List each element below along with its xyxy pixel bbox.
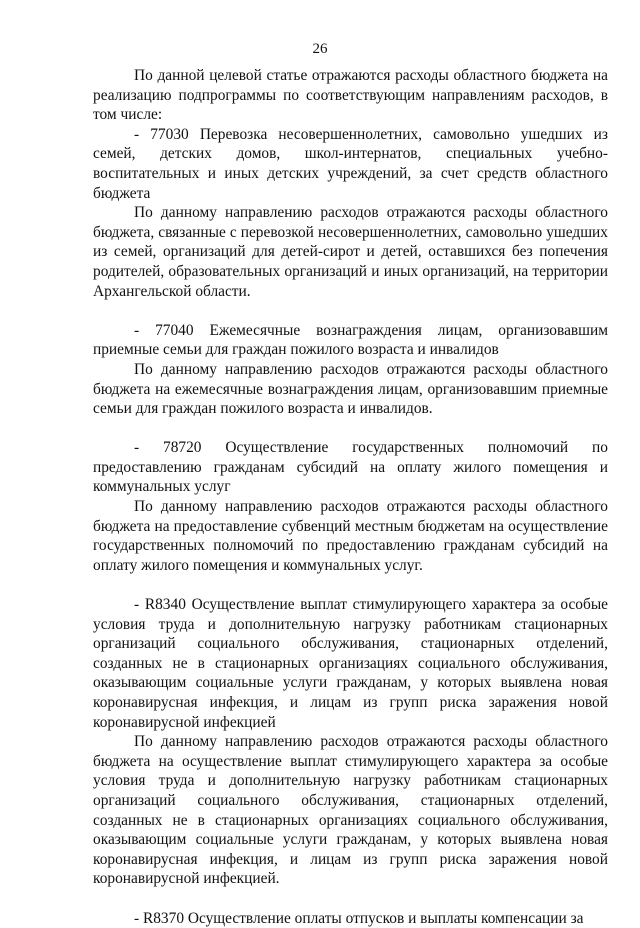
paragraph-78720-description: По данному направлению расходов отражаются расходы областного бюджета на предоставление субвенций местным бюджетам на осуществление государственных полномочий по предоставлению гражданам субсидий на оплату жилого помещения и коммунальных услуг. — [93, 498, 608, 574]
page-number: 26 — [312, 41, 328, 57]
paragraph-r8370-heading: - R8370 Осуществление оплаты отпусков и выплаты компенсации за — [134, 909, 584, 927]
document-body — [93, 66, 608, 928]
paragraph-r8340-heading: - R8340 Осуществление выплат стимулирующего характера за особые условия труда и дополнительную нагрузку работникам стационарных организаций социального обслуживания, стационарных отделений, созданных не в стационарных организациях социального обслуживания, оказывающим социальные услуги гражданам, у которых выявлена новая коронавирусная инфекция, и лицам из групп риска заражения новой коронавирусной инфекцией — [93, 596, 608, 731]
paragraph-77030-description: По данному направлению расходов отражаются расходы областного бюджета, связанные с перевозкой несовершеннолетних, самовольно ушедших из семей, организаций для детей-сирот и детей, оставшихся без попечения родителей, образовательных организаций и иных организаций, на территории Архангельской области. — [93, 204, 608, 300]
paragraph-78720-heading: - 78720 Осуществление государственных полномочий по предоставлению гражданам субсидий на оплату жилого помещения и коммунальных услуг — [93, 439, 608, 496]
paragraph-77030-heading: - 77030 Перевозка несовершеннолетних, самовольно ушедших из семей, детских домов, школ-интернатов, специальных учебно-воспитательных и иных детских учреждений, за счет средств областного бюджета — [93, 125, 608, 202]
paragraph-77040-heading: - 77040 Ежемесячные вознаграждения лицам, организовавшим приемные семьи для граждан пожилого возраста и инвалидов — [93, 321, 608, 359]
paragraph-r8340-description: По данному направлению расходов отражаются расходы областного бюджета на осуществление выплат стимулирующего характера за особые условия труда и дополнительную нагрузку работникам стационарных организаций социального обслуживания, стационарных отделений, созданных не в стационарных организациях социального обслуживания, оказывающим социальные услуги гражданам, у которых выявлена новая коронавирусная инфекция, и лицам из групп риска заражения новой коронавирусной инфекцией. — [93, 733, 608, 888]
paragraph-77040-description: По данному направлению расходов отражаются расходы областного бюджета на ежемесячные вознаграждения лицам, организовавшим приемные семьи для граждан пожилого возраста и инвалидов. — [93, 360, 608, 418]
paragraph-intro: По данной целевой статье отражаются расходы областного бюджета на реализацию подпрограммы по соответствующим направлениям расходов, в том числе: — [93, 67, 608, 124]
